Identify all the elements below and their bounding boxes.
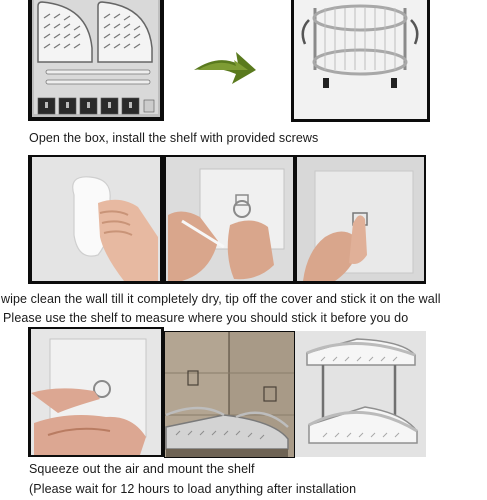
step2-stick-on-wall-photo [295,155,426,284]
step3-two-tier-shelf-product [295,331,426,457]
step3-caption-line2: (Please wait for 12 hours to load anything after installation [29,482,357,496]
step3-caption-line1: Squeeze out the air and mount the shelf [29,462,255,476]
arrow-icon [190,40,260,90]
step1-parts-photo [28,0,164,121]
step2-caption-line1: wipe clean the wall till it completely dry, tip off the cover and stick it on the wall [1,292,441,306]
shelf-parts-illustration [28,0,164,121]
step1-caption: Open the box, install the shelf with provided screws [29,131,319,145]
step3-squeeze-air-photo [28,327,164,457]
step2-caption-line2: Please use the shelf to measure where you should stick it before you do [3,311,409,325]
step3-mounted-shelf-bathroom-photo [164,331,295,458]
step2-wipe-wall-photo [28,155,164,284]
step2-peel-cover-photo [164,155,295,284]
step1-assembled-shelf-photo [291,0,430,122]
